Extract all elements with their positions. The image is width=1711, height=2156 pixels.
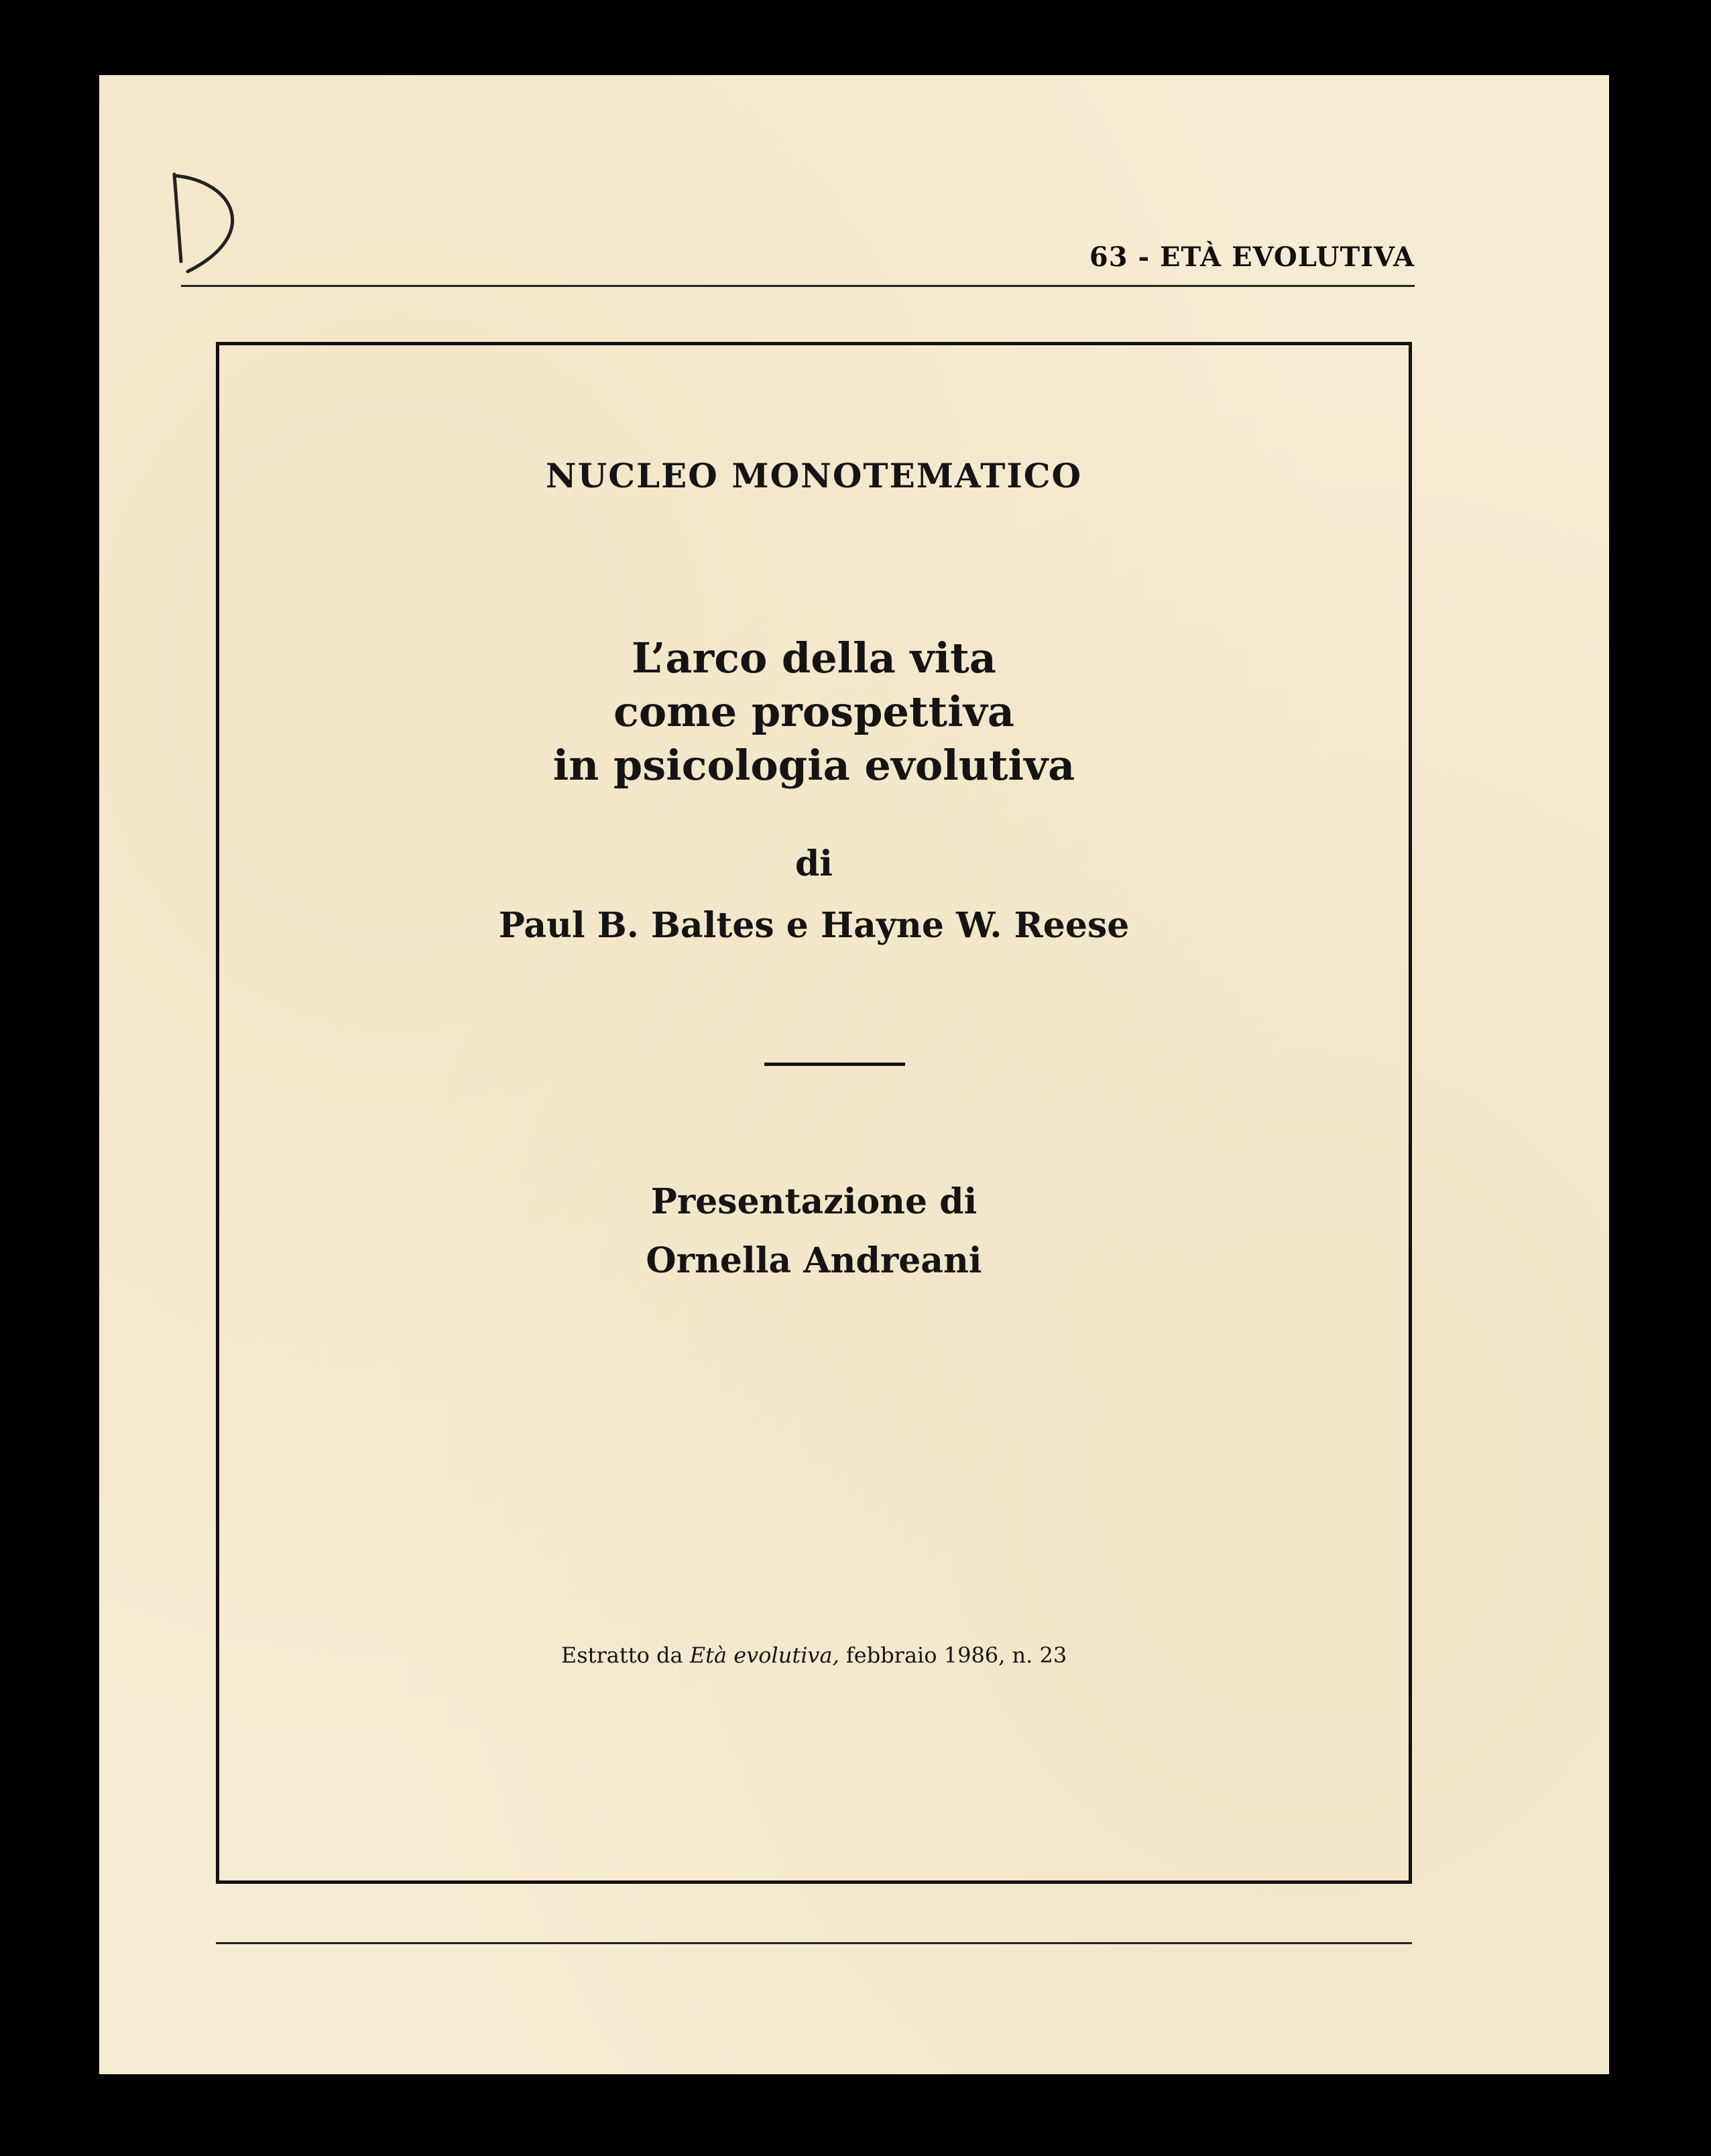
extract-prefix: Estratto da — [560, 1642, 683, 1668]
extract-note — [216, 1642, 1412, 1668]
article-authors: Paul B. Baltes e Hayne W. Reese — [498, 905, 1130, 946]
page-header-label: 63 - ETÀ EVOLUTIVA — [1089, 241, 1415, 273]
bottom-rule — [216, 1942, 1412, 1944]
article-title-line-2: come prospettiva — [613, 687, 1014, 736]
presentation-label: Presentazione di — [650, 1181, 978, 1222]
article-title-line-1: L’arco della vita — [632, 634, 996, 682]
header-rule — [181, 285, 1415, 287]
extract-journal: Età evolutiva, — [689, 1642, 839, 1668]
article-title-line-3: in psicologia evolutiva — [552, 741, 1075, 790]
running-header — [181, 241, 1415, 282]
extract-details: febbraio 1986, n. 23 — [845, 1642, 1067, 1668]
section-title: NUCLEO MONOTEMATICO — [545, 456, 1083, 495]
separator-rule — [764, 1063, 905, 1066]
presentation-author: Ornella Andreani — [646, 1240, 982, 1281]
article-title — [216, 632, 1412, 792]
by-word: di — [794, 843, 833, 884]
